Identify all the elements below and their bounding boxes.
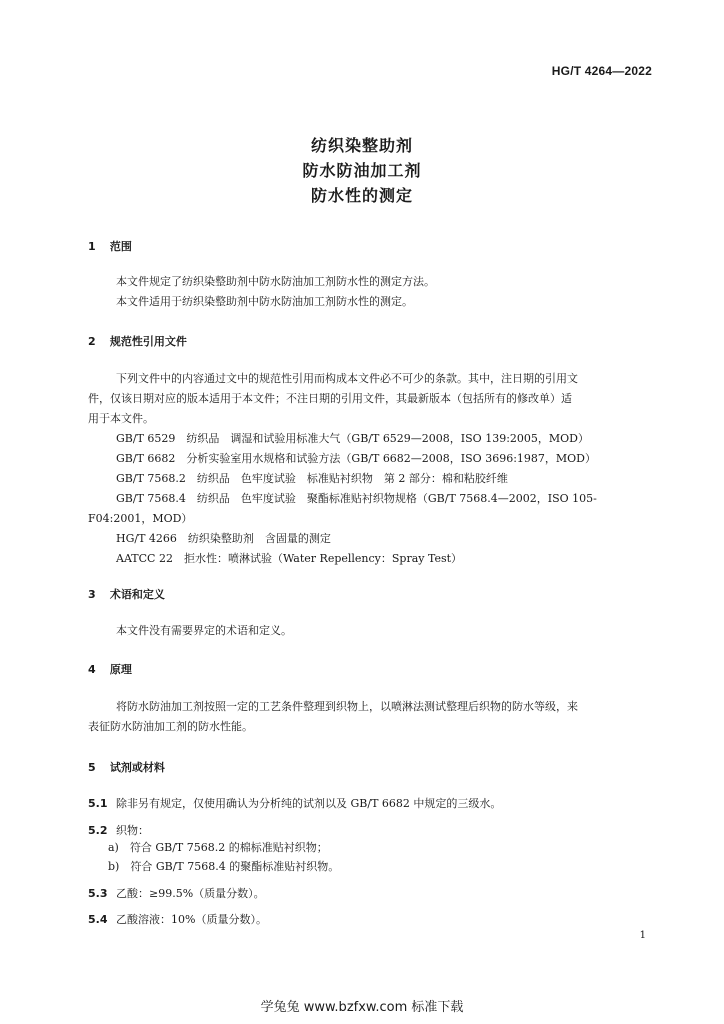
standard-number: HG/T 4264—2022	[551, 64, 652, 78]
section-5-heading	[88, 759, 165, 775]
item-5-4	[88, 911, 267, 927]
reference-item-continuation: F04:2001，MOD）	[88, 512, 193, 525]
section-title: 试剂或材料	[109, 761, 165, 774]
item-text: 乙酸：≥99.5%（质量分数）。	[116, 887, 265, 900]
terms-paragraph: 本文件没有需要界定的术语和定义。	[116, 624, 292, 637]
references-intro-line-1: 下列文件中的内容通过文中的规范性引用而构成本文件必不可少的条款。其中，注日期的引用文	[116, 372, 578, 385]
section-1-heading	[88, 238, 132, 254]
item-text: 乙酸溶液：10%（质量分数）。	[116, 913, 267, 926]
reference-item: AATCC 22 拒水性：喷淋试验（Water Repellency：Spray Test）	[116, 552, 463, 565]
title-line-2: 防水防油加工剂	[302, 161, 422, 180]
section-2-heading	[88, 333, 187, 349]
scope-paragraph-2: 本文件适用于纺织染整助剂中防水防油加工剂防水性的测定。	[116, 295, 413, 308]
references-intro-line-2: 件，仅该日期对应的版本适用于本文件；不注日期的引用文件，其最新版本（包括所有的修改单）适	[88, 392, 572, 405]
reference-item: GB/T 6529 纺织品 调湿和试验用标准大气（GB/T 6529—2008，ISO 139:2005，MOD）	[116, 432, 589, 445]
item-number: 5.2	[88, 824, 108, 837]
footer-watermark: 学兔兔 www.bzfxw.com 标准下载	[260, 1000, 464, 1015]
item-5-2-b: b) 符合 GB/T 7568.4 的聚酯标准贴衬织物。	[108, 860, 340, 873]
section-title: 术语和定义	[109, 588, 165, 601]
section-title: 原理	[109, 663, 132, 676]
item-5-3	[88, 885, 265, 901]
title-line-1: 纺织染整助剂	[310, 136, 413, 155]
item-number: 5.3	[88, 887, 108, 900]
reference-item: GB/T 7568.4 纺织品 色牢度试验 聚酯标准贴衬织物规格（GB/T 7568.4—2002，ISO 105-	[116, 492, 597, 505]
page-number: 1	[639, 930, 646, 941]
section-title: 范围	[109, 240, 132, 253]
item-number: 5.4	[88, 913, 108, 926]
reference-item: GB/T 6682 分析实验室用水规格和试验方法（GB/T 6682—2008，ISO 3696:1987，MOD）	[116, 452, 596, 465]
section-4-heading	[88, 661, 132, 677]
section-number: 4	[88, 663, 96, 676]
section-number: 2	[88, 335, 96, 348]
item-text: 除非另有规定，仅使用确认为分析纯的试剂以及 GB/T 6682 中规定的三级水。	[116, 797, 502, 810]
item-5-2-a: a) 符合 GB/T 7568.2 的棉标准贴衬织物；	[108, 841, 328, 854]
item-text: 织物：	[116, 824, 149, 837]
section-title: 规范性引用文件	[109, 335, 187, 348]
section-3-heading	[88, 586, 165, 602]
item-number: 5.1	[88, 797, 108, 810]
references-intro-line-3: 用于本文件。	[88, 412, 154, 425]
item-5-1	[88, 795, 501, 811]
section-number: 5	[88, 761, 96, 774]
scope-paragraph-1: 本文件规定了纺织染整助剂中防水防油加工剂防水性的测定方法。	[116, 275, 435, 288]
section-number: 3	[88, 588, 96, 601]
title-line-3: 防水性的测定	[310, 186, 413, 205]
section-number: 1	[88, 240, 96, 253]
item-5-2	[88, 822, 149, 838]
principle-line-2: 表征防水防油加工剂的防水性能。	[88, 720, 253, 733]
reference-item: HG/T 4266 纺织染整助剂 含固量的测定	[116, 532, 331, 545]
principle-line-1: 将防水防油加工剂按照一定的工艺条件整理到织物上，以喷淋法测试整理后织物的防水等级，来	[116, 700, 578, 713]
reference-item: GB/T 7568.2 纺织品 色牢度试验 标准贴衬织物 第 2 部分：棉和粘胶纤维	[116, 472, 508, 485]
